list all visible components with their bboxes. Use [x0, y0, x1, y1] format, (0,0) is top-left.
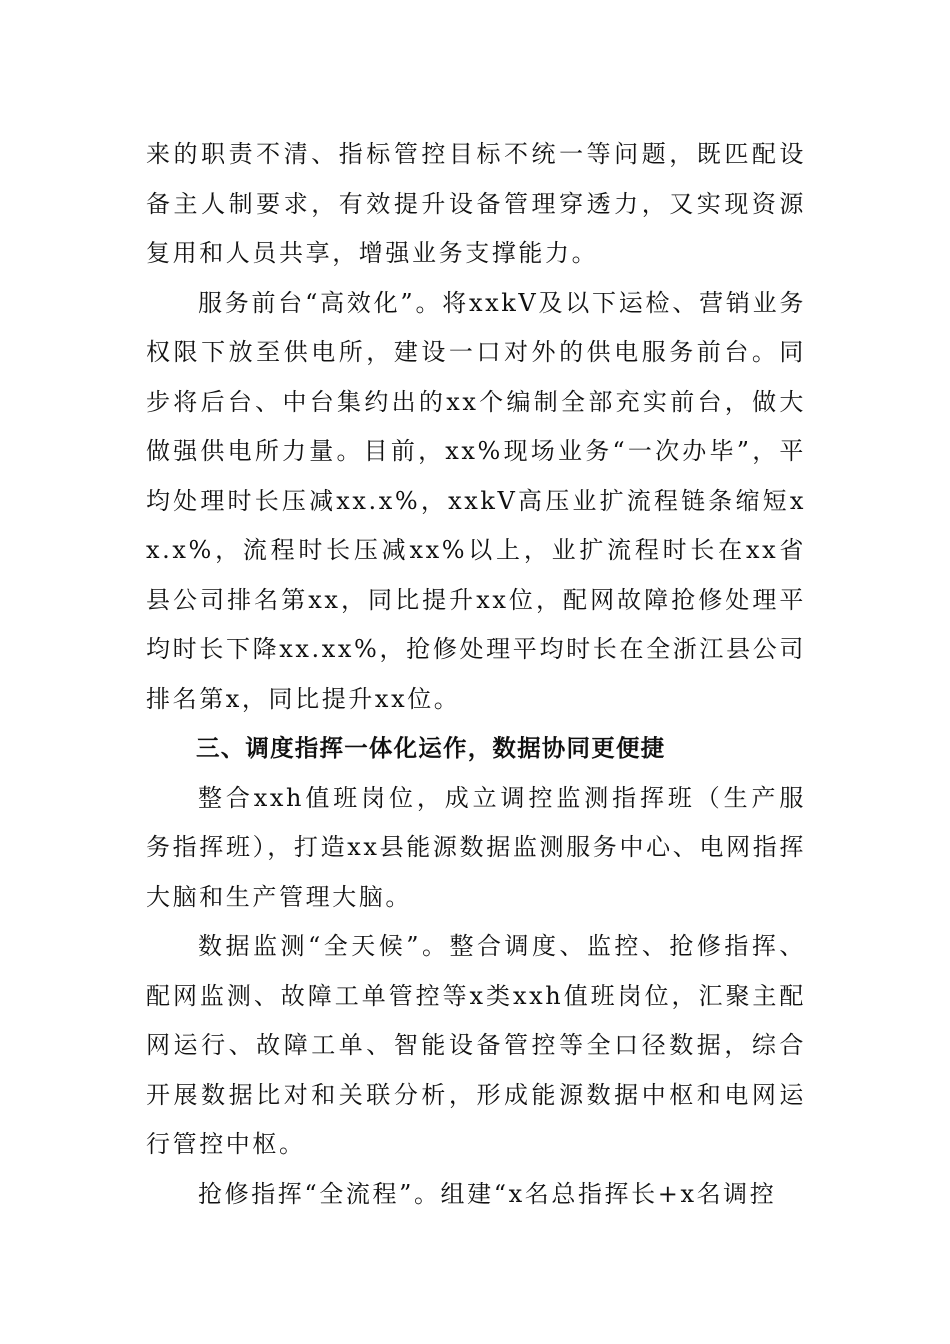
paragraph-dispatch-intro: 整合xxh值班岗位，成立调控监测指挥班（生产服务指挥班），打造xx县能源数据监测服务中心、电网指挥大脑和生产管理大脑。: [146, 783, 806, 911]
paragraph-data-monitoring: 数据监测“全天候”。整合调度、监控、抢修指挥、配网监测、故障工单管控等x类xxh值班岗位，汇聚主配网运行、故障工单、智能设备管控等全口径数据，综合开展数据比对和关联分析，形成能源数据中枢和电网运行管控中枢。: [146, 932, 806, 1158]
paragraph-service-front: 服务前台“高效化”。将xxkV及以下运检、营销业务权限下放至供电所，建设一口对外的供电服务前台。同步将后台、中台集约出的xx个编制全部充实前台，做大做强供电所力量。目前，xx%现场业务“一次办毕”，平均处理时长压减xx.x%，xxkV高压业扩流程链条缩短xx.x%，流程时长压减xx%以上，业扩流程时长在xx省县公司排名第xx，同比提升xx位，配网故障抢修处理平均时长下降xx.xx%，抢修处理平均时长在全浙江县公司排名第x，同比提升xx位。: [146, 288, 806, 713]
document-body: [146, 130, 806, 1219]
paragraph-continuation: 来的职责不清、指标管控目标不统一等问题，既匹配设备主人制要求，有效提升设备管理穿透力，又实现资源复用和人员共享，增强业务支撑能力。: [146, 140, 806, 267]
section-heading-3: 三、调度指挥一体化运作，数据协同更便捷: [196, 734, 666, 762]
paragraph-repair-command: 抢修指挥“全流程”。组建“x名总指挥长+x名调控: [198, 1179, 777, 1208]
